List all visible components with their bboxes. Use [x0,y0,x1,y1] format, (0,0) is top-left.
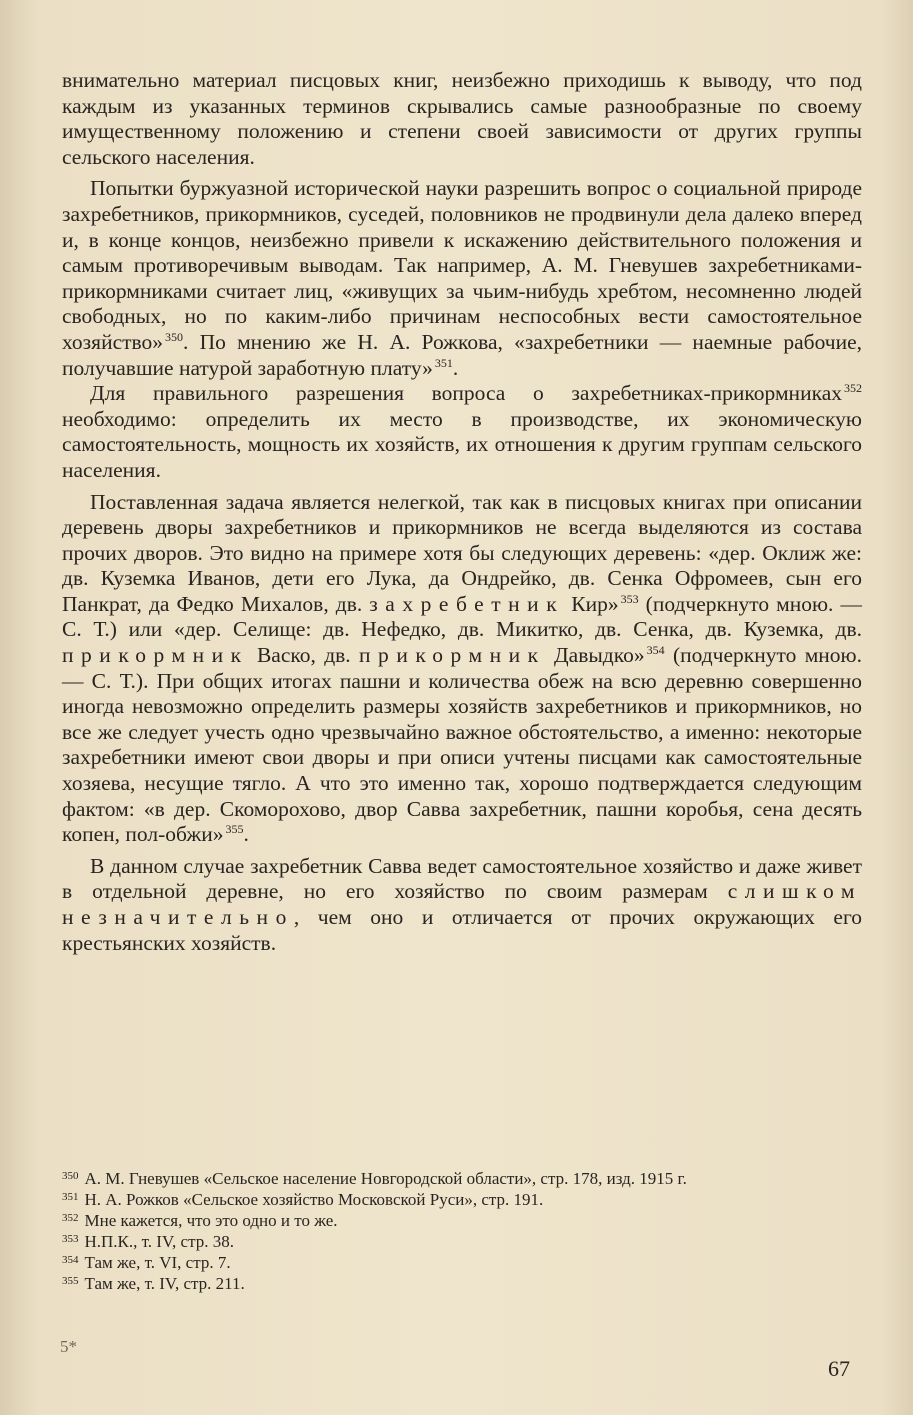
footnote-text: А. М. Гневушев «Сельское население Новгородской области», стр. 178, изд. 1915 г. [84,1169,687,1188]
paragraph-5 [62,854,862,956]
page-number: 67 [828,1356,850,1381]
emphasized-word: прикормник [359,643,546,668]
footnote [62,1168,852,1189]
footnote [62,1189,852,1210]
paragraph-text: . [452,355,459,380]
paragraph-text: В данном случае захребетник Савва ведет самостоятельное хозяйство и даже живет в отдельной деревне, но его хозяйство по своим размерам [62,853,862,904]
footnote-number: 355 [62,1275,79,1287]
paragraph-text: Давыдко» [545,643,645,668]
paragraph-text: Кир» [564,591,619,616]
paragraph-text: (подчеркнуто мною. — С. Т.) или «дер. Селище: дв. Нефедко, дв. Микитко, дв. Сенка, дв. Куземка, дв. [62,591,862,642]
emphasized-word: слишком незначительно [62,879,862,929]
paragraph-3 [62,381,862,483]
paragraph-text: Васко, дв. [248,643,360,668]
main-text [62,68,862,956]
footnote-reference: 351 [434,355,453,370]
footnote-number: 350 [62,1170,79,1182]
footnote [62,1252,852,1273]
emphasized-word: захребетник [369,591,565,616]
paragraph-text: необходимо: определить их место в производстве, их экономическую самостоятельность, мощность их хозяйств, их отношения к другим группам сельского населения. [62,406,862,482]
footnotes [62,1168,852,1294]
footnote-number: 352 [62,1212,79,1224]
footnote-reference: 354 [646,643,665,658]
paragraph-text: Попытки буржуазной исторической науки разрешить вопрос о социальной природе захребетников, прикормников, суседей, половников не продвинули дела далеко вперед и, в конце концов, неизбежно привели к искажению действительного положения и самым противоречивым выводам. Так например, А. М. Гневушев захребетниками-прикормниками считает лиц, «живущих за чьим-нибудь хребтом, несомненно людей свободных, но по каким-либо причинам неспособных вести самостоятельное хозяйство» [62,176,862,354]
paragraph-text: Для правильного разрешения вопроса о захребетниках-прикормниках [90,381,842,406]
footnote-text: Н.П.К., т. IV, стр. 38. [84,1232,234,1251]
footnote-text: Там же, т. IV, стр. 211. [84,1274,245,1293]
paragraph-1 [62,68,862,170]
paragraph-text: внимательно материал писцовых книг, неизбежно приходишь к выводу, что под каждым из указанных терминов скрывались самые разнообразные по своему имущественному положению и степени своей зависимости от других группы сельского населения. [62,68,862,169]
paragraph-text: (подчеркнуто мною. — С. Т.). При общих итогах пашни и количества обеж на всю деревню совершенно иногда невозможно определить размеры хозяйств захребетников и прикормников, но все же следует учесть одно чрезвычайно важное обстоятельство, а именно: некоторые захребетники имеют свои дворы и при описи учтены писцами как самостоятельные хозяева, несущие тягло. А что это именно так, хорошо подтверждается следующим фактом: «в дер. Скоморохово, двор Савва захребетник, пашни коробья, сена десять копен, пол-обжи» [62,643,862,847]
footnote-reference: 352 [844,381,862,396]
paragraph-text: . По мнению же Н. А. Рожкова, «захребетники — наемные рабочие, получавшие натурой заработную плату» [62,329,862,380]
emphasized-word: прикормник [62,643,249,668]
paragraph-4 [62,490,862,848]
footnote [62,1273,852,1294]
footnote-text: Н. А. Рожков «Сельское хозяйство Московской Руси», стр. 191. [84,1190,544,1209]
footnote-reference: 355 [225,822,244,837]
footnote-number: 353 [62,1233,79,1245]
footnote-number: 351 [62,1191,79,1203]
footnote-text: Мне кажется, что это одно и то же. [84,1211,338,1230]
paragraph-text: Поставленная задача является нелегкой, так как в писцовых книгах при описании деревень дворы захребетников и прикормников не всегда выделяются из состава прочих дворов. Это видно на примере хотя бы следующих деревень: «дер. Оклиж же: дв. Куземка Иванов, дети его Лука, да Ондрейко, дв. Сенка Офромеев, сын его Панкрат, да Федко Михалов, дв. [62,489,862,616]
footnote-reference: 350 [165,329,184,344]
paragraph-text: . [243,822,249,847]
footnote [62,1210,852,1231]
footnote-reference: 353 [620,591,639,606]
printer-signature: 5* [60,1337,77,1356]
paragraph-2 [62,176,862,381]
footnote [62,1231,852,1252]
paragraph-text: , чем оно и отличается от прочих окружающих его крестьянских хозяйств. [62,905,862,955]
footnote-text: Там же, т. VI, стр. 7. [84,1253,231,1272]
footnote-number: 354 [62,1254,79,1266]
